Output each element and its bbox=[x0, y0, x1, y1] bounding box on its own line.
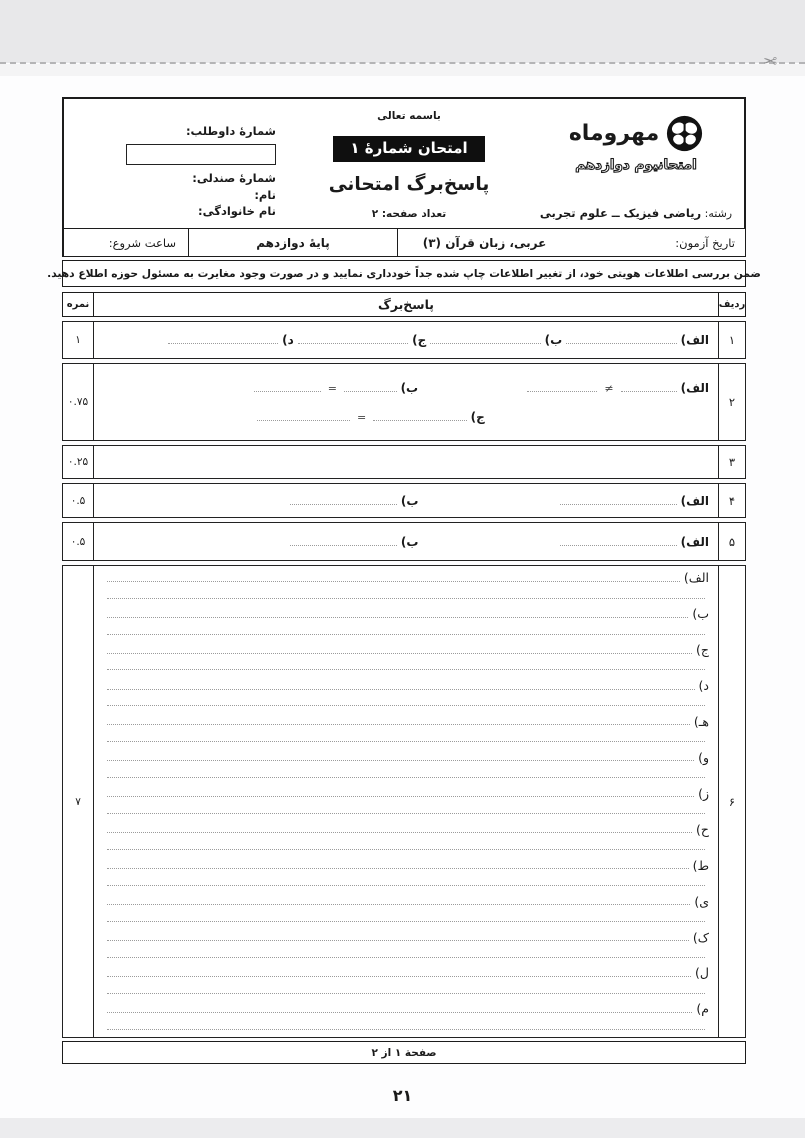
table-row bbox=[62, 321, 746, 359]
answer-part-label: ح) bbox=[696, 821, 709, 837]
field-value: ریاضی فیزیک ــ علوم تجربی bbox=[539, 206, 702, 220]
answer-blank-line bbox=[298, 343, 408, 344]
answer-line bbox=[103, 333, 709, 347]
exam-answer-sheet bbox=[47, 97, 761, 1064]
answer-blank-line bbox=[107, 904, 690, 905]
answer-blank-line bbox=[107, 634, 705, 635]
answer-line bbox=[103, 822, 709, 837]
answer-part-label: د) bbox=[282, 333, 294, 347]
spacer bbox=[103, 340, 164, 341]
answer-line bbox=[103, 409, 709, 424]
answer-blank-line bbox=[621, 391, 677, 392]
answer-line bbox=[103, 731, 709, 745]
answer-blank-line bbox=[254, 391, 321, 392]
answer-part-label: ک) bbox=[692, 929, 709, 945]
identity-notice: ضمن بررسی اطلاعات هویتی خود، از تغییر اطلاعات چاپ شده جداً خودداری نمایید و در صورت وجود مغایرت به مسئول حوزه اطلاع دهید. bbox=[62, 260, 746, 287]
answer-blank-line bbox=[107, 617, 688, 618]
answer-part-label: الف) bbox=[680, 380, 709, 395]
brand-subtitle: امتحانیوم دوازدهم bbox=[575, 157, 697, 173]
spacer bbox=[418, 500, 555, 501]
row-number-cell: ۲ bbox=[718, 364, 745, 440]
answer-line bbox=[103, 606, 709, 621]
spacer bbox=[103, 541, 286, 542]
field-label: رشته: bbox=[704, 207, 733, 220]
answer-line bbox=[103, 858, 709, 873]
header-title-section bbox=[290, 99, 528, 228]
answer-line bbox=[103, 1019, 709, 1033]
answer-rows bbox=[62, 321, 746, 1038]
answers-table-header bbox=[62, 292, 746, 317]
math-symbol: = bbox=[356, 411, 367, 424]
answer-blank-line bbox=[107, 940, 689, 941]
table-row bbox=[62, 363, 746, 441]
lettered-answer-item bbox=[103, 819, 709, 855]
answer-blank-line bbox=[107, 868, 689, 869]
answer-line bbox=[103, 1001, 709, 1016]
answer-line bbox=[103, 930, 709, 945]
answer-part-label: ب) bbox=[692, 606, 709, 622]
answer-blank-line bbox=[107, 832, 692, 833]
spacer bbox=[103, 500, 286, 501]
scissors-icon: ✂ bbox=[762, 52, 777, 72]
answer-blank-line bbox=[107, 760, 694, 761]
answer-cell bbox=[94, 446, 718, 478]
answer-part-label: ب) bbox=[400, 493, 419, 508]
answer-line bbox=[103, 839, 709, 853]
answer-blank-line bbox=[373, 420, 466, 421]
answer-line bbox=[103, 894, 709, 909]
answer-blank-line bbox=[107, 1029, 705, 1030]
answer-line bbox=[103, 380, 709, 395]
answer-part-label: الف) bbox=[680, 493, 709, 508]
answer-blank-line bbox=[107, 689, 695, 690]
study-field-line bbox=[536, 206, 736, 220]
answer-part-label: ج) bbox=[412, 333, 427, 347]
table-row bbox=[62, 565, 746, 1038]
answer-line bbox=[103, 695, 709, 709]
answer-cell bbox=[94, 523, 718, 560]
answer-part-label: ب) bbox=[400, 534, 419, 549]
answer-blank-line bbox=[107, 581, 680, 582]
answer-part-label: ل) bbox=[695, 965, 709, 981]
answer-line bbox=[103, 983, 709, 997]
answer-line bbox=[103, 803, 709, 817]
page-bottom-margin-strip bbox=[0, 1118, 805, 1138]
header-brand-section bbox=[528, 99, 744, 228]
spacer bbox=[418, 541, 555, 542]
answer-blank-line bbox=[107, 777, 705, 778]
answer-cell bbox=[94, 322, 718, 358]
column-header-answer: پاسخ‌برگ bbox=[378, 297, 434, 312]
answer-blank-line bbox=[107, 741, 705, 742]
lettered-answer-item bbox=[103, 891, 709, 927]
answer-line bbox=[103, 875, 709, 889]
answer-part-label: ج) bbox=[696, 642, 709, 658]
answer-part-label: ج) bbox=[470, 409, 485, 424]
answer-line bbox=[103, 659, 709, 673]
answer-part-label: ب) bbox=[544, 333, 563, 347]
sheet-header bbox=[62, 97, 746, 230]
score-cell: ۷ bbox=[63, 566, 94, 1037]
candidate-number-label: شمارهٔ داوطلب: bbox=[185, 124, 276, 138]
answer-line bbox=[103, 678, 709, 693]
answer-line bbox=[103, 750, 709, 765]
answer-line bbox=[103, 624, 709, 638]
answer-part-label: ط) bbox=[692, 857, 709, 873]
family-name-label: نام خانوادگی: bbox=[198, 204, 276, 219]
answer-part-label: الف) bbox=[683, 570, 709, 586]
answer-blank-line bbox=[107, 796, 694, 797]
answer-part-label: ب) bbox=[400, 380, 419, 395]
row-number-cell: ۱ bbox=[718, 322, 745, 358]
answer-part-label: الف) bbox=[680, 333, 709, 347]
exam-number-badge: امتحان شمارهٔ ۱ bbox=[333, 136, 484, 163]
header-student-section bbox=[64, 99, 290, 228]
answer-blank-line bbox=[107, 598, 705, 599]
grade-cell: پایهٔ دوازدهم bbox=[188, 229, 397, 256]
answer-part-label: م) bbox=[696, 1001, 709, 1017]
exam-info-row bbox=[62, 228, 746, 257]
answer-line bbox=[103, 965, 709, 980]
answer-blank-line bbox=[560, 545, 677, 546]
answer-line bbox=[103, 570, 709, 585]
answer-blank-line bbox=[107, 849, 705, 850]
exam-date-cell: تاریخ آزمون: bbox=[675, 235, 735, 250]
answer-blank-line bbox=[107, 669, 705, 670]
answer-blank-line bbox=[107, 957, 705, 958]
pages-count: تعداد صفحه: ۲ bbox=[371, 207, 447, 220]
score-cell: ۰.۵ bbox=[63, 523, 94, 560]
spacer bbox=[485, 416, 709, 417]
column-header-score: نمره bbox=[63, 293, 94, 316]
score-cell: ۱ bbox=[63, 322, 94, 358]
score-cell: ۰.۲۵ bbox=[63, 446, 94, 478]
spacer bbox=[418, 387, 523, 388]
answer-blank-line bbox=[107, 705, 705, 706]
page-footer-cell: صفحة ۱ از ۲ bbox=[62, 1041, 746, 1064]
answer-line bbox=[103, 786, 709, 801]
start-time-cell: ساعت شروع: bbox=[63, 229, 188, 256]
math-symbol: = bbox=[327, 382, 337, 395]
row-number-cell: ۶ bbox=[718, 566, 745, 1037]
table-row bbox=[62, 522, 746, 561]
brand-name: مهروماه bbox=[568, 120, 660, 146]
lettered-answer-item bbox=[103, 748, 709, 784]
brand-row bbox=[569, 115, 703, 152]
answer-blank-line bbox=[527, 391, 597, 392]
answer-line bbox=[103, 947, 709, 961]
lettered-answer-item bbox=[103, 640, 709, 676]
answer-blank-line bbox=[290, 504, 397, 505]
bismillah-text: باسمه تعالی bbox=[377, 110, 441, 122]
answer-blank-line bbox=[257, 420, 350, 421]
answer-blank-line bbox=[107, 921, 705, 922]
score-cell: ۰.۵ bbox=[63, 484, 94, 517]
seat-number-label: شمارهٔ صندلی: bbox=[192, 170, 276, 185]
table-row bbox=[62, 483, 746, 518]
page-top-margin-strip bbox=[0, 0, 805, 63]
column-header-row: ردیف bbox=[718, 293, 745, 316]
book-page-number: ۲۱ bbox=[392, 1086, 413, 1105]
answer-blank-line bbox=[107, 885, 705, 886]
answer-line bbox=[103, 714, 709, 729]
butterfly-logo-icon bbox=[666, 115, 703, 152]
answer-line bbox=[103, 767, 709, 781]
answer-cell bbox=[94, 566, 718, 1037]
answer-cell bbox=[94, 484, 718, 517]
lettered-answer-item bbox=[103, 963, 709, 999]
spacer bbox=[103, 416, 253, 417]
answer-line bbox=[103, 535, 709, 549]
answer-blank-line bbox=[168, 343, 278, 344]
answer-blank-line bbox=[566, 343, 676, 344]
answer-line bbox=[103, 911, 709, 925]
name-label: نام: bbox=[254, 187, 276, 202]
answer-blank-line bbox=[107, 976, 691, 977]
lettered-answer-item bbox=[103, 604, 709, 640]
answer-part-label: هـ) bbox=[693, 713, 709, 729]
lettered-answer-item bbox=[103, 855, 709, 891]
sheet-title: پاسخ‌برگ امتحانی bbox=[328, 173, 490, 195]
answer-part-label: ی) bbox=[694, 893, 709, 909]
row-number-cell: ۴ bbox=[718, 484, 745, 517]
math-symbol: ≠ bbox=[604, 382, 614, 395]
answer-line bbox=[103, 588, 709, 602]
row-number-cell: ۳ bbox=[718, 446, 745, 478]
score-cell: ۰.۷۵ bbox=[63, 364, 94, 440]
answer-cell bbox=[94, 364, 718, 440]
answer-line bbox=[103, 494, 709, 508]
answer-part-label: ز) bbox=[698, 785, 709, 801]
candidate-number-box[interactable] bbox=[126, 144, 276, 165]
spacer bbox=[103, 387, 250, 388]
subject-cell: عربی، زبان قرآن (۳) bbox=[397, 229, 571, 256]
page-band bbox=[0, 64, 805, 76]
answer-blank-line bbox=[290, 545, 397, 546]
answer-blank-line bbox=[107, 993, 705, 994]
answer-blank-line bbox=[107, 653, 692, 654]
answer-blank-line bbox=[107, 813, 705, 814]
answer-part-label: د) bbox=[698, 678, 709, 694]
lettered-answer-item bbox=[103, 712, 709, 748]
lettered-answer-item bbox=[103, 927, 709, 963]
lettered-answer-item bbox=[103, 784, 709, 820]
table-row bbox=[62, 445, 746, 479]
answer-part-label: و) bbox=[698, 749, 709, 765]
lettered-answer-item bbox=[103, 999, 709, 1035]
answer-blank-line bbox=[560, 504, 677, 505]
answer-blank-line bbox=[430, 343, 540, 344]
answer-part-label: الف) bbox=[680, 534, 709, 549]
lettered-answer-item bbox=[103, 676, 709, 712]
answer-blank-line bbox=[344, 391, 397, 392]
answer-blank-line bbox=[107, 724, 690, 725]
row-number-cell: ۵ bbox=[718, 523, 745, 560]
answer-line bbox=[103, 642, 709, 657]
lettered-answer-item bbox=[103, 568, 709, 604]
answer-blank-line bbox=[107, 1012, 692, 1013]
